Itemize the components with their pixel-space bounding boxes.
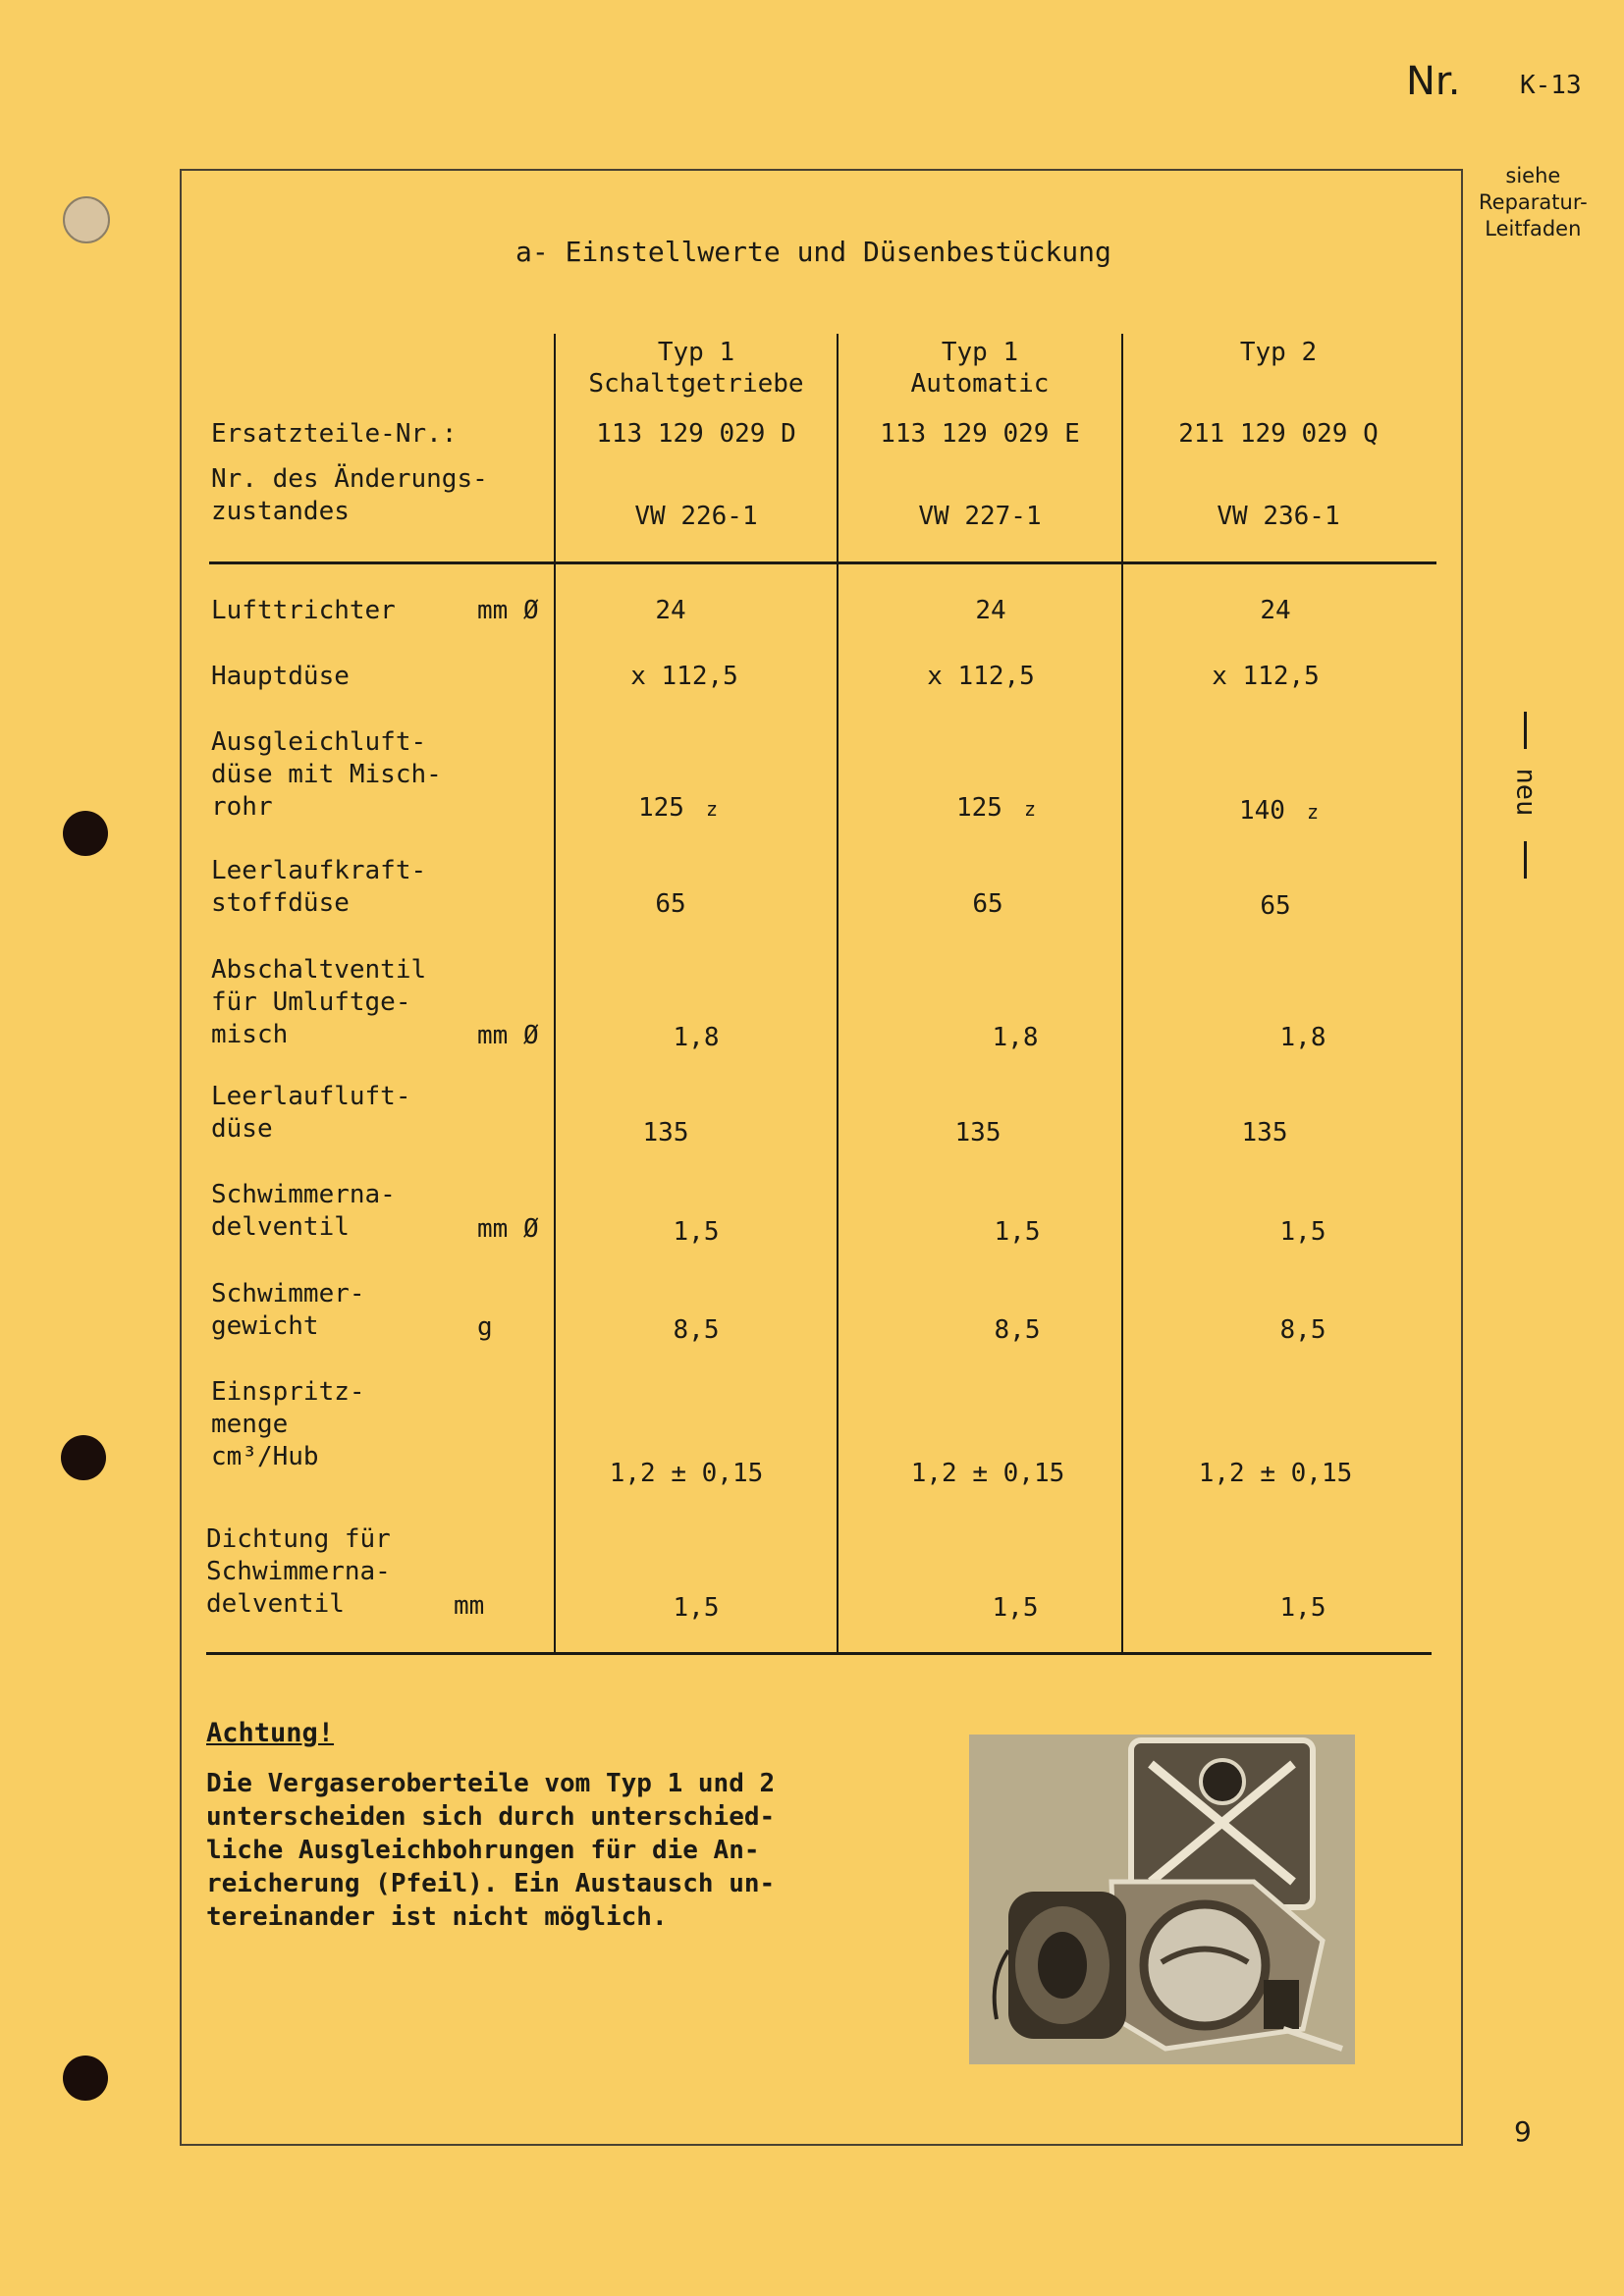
row-value: x 112,5	[1212, 662, 1320, 691]
bottom-rule	[206, 1652, 1432, 1655]
row-value: x 112,5	[630, 662, 738, 691]
row-value: 65	[655, 889, 686, 919]
row-value: 1,5	[994, 1217, 1041, 1247]
document-number: K-13	[1520, 71, 1582, 100]
punch-hole-2	[63, 811, 108, 856]
row-value: 24	[1260, 596, 1291, 625]
change-state: VW 227-1	[918, 502, 1042, 531]
punch-hole-3	[61, 1435, 106, 1480]
part-number-label: Ersatzteile-Nr.:	[211, 419, 458, 449]
row-value: 8,5	[1279, 1315, 1326, 1345]
punch-hole-1	[63, 196, 110, 243]
row-value-suffix: z	[705, 797, 719, 821]
row-value: 1,2 ± 0,15	[609, 1459, 764, 1488]
side-note	[1479, 163, 1588, 242]
row-value: 1,8	[1279, 1023, 1326, 1052]
row-value: 24	[975, 596, 1006, 625]
row-value: 65	[972, 889, 1003, 919]
side-note-line: siehe	[1505, 164, 1561, 187]
row-value-suffix: z	[1023, 797, 1037, 821]
carburetor-photo	[969, 1735, 1355, 2064]
side-note-line: Leitfaden	[1485, 217, 1582, 240]
neu-bar-bottom	[1524, 841, 1527, 879]
row-value: 140	[1239, 796, 1285, 826]
row-unit: mm	[454, 1591, 485, 1621]
change-state-label: Nr. des Änderungs- zustandes	[211, 464, 488, 526]
row-value: 1,5	[673, 1217, 720, 1247]
section-title: a- Einstellwerte und Düsenbestückung	[515, 236, 1111, 268]
row-value: 1,8	[992, 1023, 1039, 1052]
row-unit: mm Ø	[477, 1021, 539, 1050]
row-unit: g	[477, 1312, 493, 1342]
change-state: VW 226-1	[634, 502, 758, 531]
row-value: 24	[655, 596, 686, 625]
row-value: 125	[956, 793, 1002, 823]
column-header-type: Typ 1	[657, 338, 735, 367]
page-number: 9	[1514, 2115, 1532, 2148]
row-value: 1,2 ± 0,15	[910, 1459, 1065, 1488]
row-value: 65	[1260, 891, 1291, 921]
row-label: Abschaltventil für Umluftge- misch	[211, 955, 427, 1049]
part-number: 113 129 029 E	[880, 419, 1080, 449]
row-value: 8,5	[673, 1315, 720, 1345]
header-rule	[209, 561, 1436, 564]
row-value-group	[638, 792, 718, 826]
row-value-group	[1239, 795, 1319, 828]
neu-label: neu	[1510, 768, 1542, 817]
row-value: 1,8	[673, 1023, 720, 1052]
neu-bar-top	[1524, 712, 1527, 749]
column-header-subtitle: Schaltgetriebe	[588, 369, 804, 399]
neu-marker	[1504, 712, 1547, 879]
row-label: Hauptdüse	[211, 662, 350, 691]
row-label: Ausgleichluft- düse mit Misch- rohr	[211, 727, 442, 822]
row-value: 1,5	[992, 1593, 1039, 1623]
row-value-group	[956, 792, 1036, 826]
row-label: Leerlaufluft- düse	[211, 1082, 411, 1144]
row-unit: mm Ø	[477, 596, 539, 625]
row-label: Schwimmerna- delventil	[211, 1180, 396, 1242]
part-number: 211 129 029 Q	[1178, 419, 1379, 449]
column-divider	[837, 334, 839, 1655]
carburetor-illustration	[969, 1735, 1355, 2064]
row-value: 135	[954, 1118, 1001, 1148]
column-header-type: Typ 2	[1239, 338, 1318, 367]
row-value: 125	[638, 793, 684, 823]
column-header-subtitle: Automatic	[910, 369, 1050, 399]
row-value: 135	[1241, 1118, 1288, 1148]
part-number: 113 129 029 D	[596, 419, 796, 449]
row-value: 135	[642, 1118, 689, 1148]
row-unit: mm Ø	[477, 1214, 539, 1244]
warning-text: Die Vergaseroberteile vom Typ 1 und 2 unterscheiden sich durch unterschied- liche Ausgleichbohrungen für die An- reicherung (Pfeil). Ein Austausch un- tereinander ist nicht möglich.	[206, 1769, 776, 1932]
row-label: Schwimmer- gewicht	[211, 1279, 365, 1341]
column-header-type: Typ 1	[941, 338, 1019, 367]
change-state: VW 236-1	[1217, 502, 1340, 531]
side-note-line: Reparatur-	[1479, 190, 1588, 214]
column-divider	[554, 334, 556, 1655]
warning-title: Achtung!	[206, 1718, 335, 1748]
row-label: Dichtung für Schwimmerna- delventil	[206, 1524, 391, 1619]
row-value: 8,5	[994, 1315, 1041, 1345]
row-label: Leerlaufkraft- stoffdüse	[211, 856, 427, 918]
row-label: Lufttrichter	[211, 596, 396, 625]
row-value: 1,2 ± 0,15	[1198, 1459, 1353, 1488]
row-value: 1,5	[1279, 1593, 1326, 1623]
document-number-label: Nr.	[1406, 59, 1461, 104]
row-value: x 112,5	[927, 662, 1035, 691]
row-value: 1,5	[673, 1593, 720, 1623]
row-label: Einspritz- menge cm³/Hub	[211, 1377, 365, 1471]
row-value-suffix: z	[1306, 800, 1320, 824]
row-value: 1,5	[1279, 1217, 1326, 1247]
punch-hole-4	[63, 2056, 108, 2101]
